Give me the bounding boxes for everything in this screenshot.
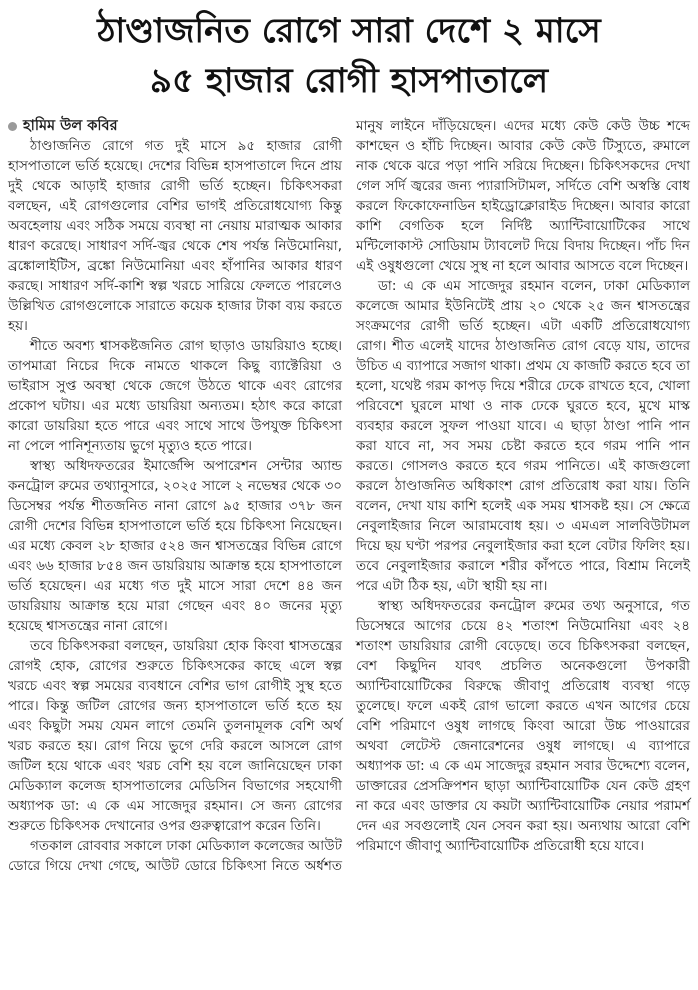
article-body: [0, 110, 698, 882]
headline-line-1: ঠাণ্ডাজনিত রোগে সারা দেশে ২ মাসে: [97, 11, 601, 51]
headline-line-2: ৯৫ হাজার রোগী হাসপাতালে: [149, 61, 549, 101]
paragraph: স্বাস্থ্য অধিদফতরের কনট্রোল রুমের তথ্য অনুসারে, গত ডিসেম্বরে আগের চেয়ে ৪২ শতাংশ নিউমোনিয়া এবং ২৪ শতাংশ ডায়রিয়ার রোগী বেড়েছে। তবে চিকিৎসকরা বলছেন, বেশ কিছুদিন যাবৎ প্রচলিত অনেকগুলো উপকারী অ্যান্টিবায়োটিকের বিরুদ্ধে জীবাণু প্রতিরোধ ব্যবস্থা গড়ে তুলেছে। ফলে একই রোগ ভালো করতে এখন আগের চেয়ে বেশি পরিমাণে ওষুধ লাগছে কিংবা আরো উচ্চ পাওয়ারের অথবা লেটেস্ট জেনারেশনের ওষুধ লাগছে। এ ব্যাপারে অধ্যাপক ডা: এ কে এম সাজেদুর রহমান সবার উদ্দেশ্যে বলেন, ডাক্তারের প্রেসক্রিপশন ছাড়া অ্যান্টিবায়োটিক যেন কেউ গ্রহণ না করে এবং ডাক্তার যে কয়টা অ্যান্টিবায়োটিক নেয়ার পরামর্শ দেন এর সবগুলোই যেন সেবন করা হয়। অন্যথায় আরো বেশি পরিমাণে জীবাণু অ্যান্টিবায়োটিক প্রতিরোধী হয়ে যাবে।: [356, 598, 690, 854]
headline: [0, 0, 698, 110]
byline: [8, 116, 342, 136]
paragraph: ঠাণ্ডাজনিত রোগে গত দুই মাসে ৯৫ হাজার রোগী হাসপাতালে ভর্তি হয়েছে। দেশের বিভিন্ন হাসপাতালে দিনে প্রায় দুই থেকে আড়াই হাজার রোগী ভর্তি হচ্ছেন। চিকিৎসকরা বলছেন, এই রোগগুলোর বেশির ভাগই প্রতিরোধযোগ্য কিন্তু অবহেলায় এবং সঠিক সময়ে ব্যবস্থা না নেয়ায় মারাত্মক আকার ধারণ করেছে। সাধারণ সর্দি-জ্বর থেকে শেষ পর্যন্ত নিউমোনিয়া, ব্রঙ্কোলাইটিস, ব্রঙ্কো নিউমোনিয়া এবং হাঁপানির আকার ধারণ করছে। সাধারণ সর্দি-কাশি স্বল্প খরচে সারিয়ে ফেলতে পারলেও উল্লিখিত রোগগুলোকে সারাতে কয়েক হাজার টাকা ব্যয় করতে হয়।: [8, 138, 342, 334]
paragraph: তবে চিকিৎসকরা বলছেন, ডায়রিয়া হোক কিংবা শ্বাসতন্ত্রের রোগই হোক, রোগের শুরুতে চিকিৎসকের কাছে এলে স্বল্প খরচে এবং স্বল্প সময়ের ব্যবধানে বেশির ভাগ রোগীই সুস্থ হতে পারে। কিন্তু জটিল রোগের জন্য হাসপাতালে ভর্তি হতে হয় এবং কিছুটা সময় যেমন লাগে তেমনি তুলনামূলক বেশি অর্থ খরচ করতে হয়। রোগ নিয়ে ভুগে দেরি করলে আসলে রোগ জটিল হয়ে থাকে এবং খরচ বেশি হয় বলে জানিয়েছেন ঢাকা মেডিক্যাল কলেজ হাসপাতালের মেডিসিন বিভাগের সহযোগী অধ্যাপক ডা: এ কে এম সাজেদুর রহমান। সে জন্য রোগের শুরুতে চিকিৎসক দেখানোর ওপর গুরুত্বারোপ করেন তিনি।: [8, 638, 342, 834]
bullet-icon: [8, 122, 17, 131]
author-name: হামিম উল কবির: [23, 118, 118, 134]
paragraph: শীতে অবশ্য শ্বাসকষ্টজনিত রোগ ছাড়াও ডায়রিয়াও হচ্ছে। তাপমাত্রা নিচের দিকে নামতে থাকলে কিছু ব্যাক্টেরিয়া ও ভাইরাস সুপ্ত অবস্থা থেকে জেগে উঠতে থাকে এবং রোগের প্রকোপ ঘটায়। এর মধ্যে ডায়রিয়া অন্যতম। হঠাৎ করে কারো কারো ডায়রিয়া হতে পারে এবং সাথে সাথে উপযুক্ত চিকিৎসা না পেলে পানিশূন্যতায় ভুগে মৃত্যুও হতে পারে।: [8, 338, 342, 454]
paragraph: স্বাস্থ্য অধিদফতরের ইমার্জেন্সি অপারেশন সেন্টার অ্যান্ড কনট্রোল রুমের তথ্যানুসারে, ২০২৫ সালে ২ নভেম্বর থেকে ৩০ ডিসেম্বর পর্যন্ত শীতজনিত নানা রোগে ৯৫ হাজার ৩৭৮ জন রোগী দেশের বিভিন্ন হাসপাতালে ভর্তি হয়ে চিকিৎসা নিয়েছেন। এর মধ্যে কেবল ২৮ হাজার ৫২৪ জন শ্বাসতন্ত্রের বিভিন্ন রোগে এবং ৬৬ হাজার ৮৫৪ জন ডায়রিয়ায় আক্রান্ত হয়ে হাসপাতালে ভর্তি হয়েছেন। এর মধ্যে গত দুই মাসে সারা দেশে ৪৪ জন ডায়রিয়ায় আক্রান্ত হয়ে মারা গেছেন এবং ৪০ জনের মৃত্যু হয়েছে শ্বাসতন্ত্রের নানা রোগে।: [8, 458, 343, 634]
paragraph: গতকাল রোববার সকালে ঢাকা মেডিক্যাল কলেজের আউট ডোরে গিয়ে দেখা গেছে, আউট ডোরে চিকিৎসা নিতে অর্ধশত মানুষ লাইনে দাঁড়িয়েছেন। এদের মধ্যে কেউ কেউ উচ্চ শব্দে কাশছেন ও হাঁচি দিচ্ছেন। আবার কেউ কেউ টিস্যুতে, রুমালে নাক থেকে ঝরে পড়া পানি সরিয়ে দিচ্ছেন। চিকিৎসকদের দেখা গেল সর্দি জ্বরের জন্য প্যারাসিটামল, সর্দিতে বেশি অস্বস্তি বোধ করলে ফিকোফেনাডিন হাইড্রোক্লোরাইড দিচ্ছেন। আবার কারো কাশি বেগতিক হলে নির্দিষ্ট অ্যান্টিবায়োটিকের সাথে মন্টিলোকাস্ট সোডিয়াম ট্যাবলেট দিয়ে বিদায় দিচ্ছেন। পাঁচ দিন এই ওষুধগুলো খেয়ে সুস্থ না হলে আবার আসতে বলে দিচ্ছেন।: [8, 118, 690, 874]
paragraph: ডা: এ কে এম সাজেদুর রহমান বলেন, ঢাকা মেডিক্যাল কলেজে আমার ইউনিটেই প্রায় ২০ থেকে ২৫ জন শ্বাসতন্ত্রের সংক্রমণের রোগী ভর্তি হচ্ছেন। এটা একটি প্রতিরোধযোগ্য রোগ। শীত এলেই যাদের ঠাণ্ডাজনিত রোগ বেড়ে যায়, তাদের উচিত এ ব্যাপারে সজাগ থাকা। প্রথম যে কাজটি করতে হবে তা হলো, যথেষ্ট গরম কাপড় দিয়ে শরীরে ঢেকে রাখতে হবে, খোলা পরিবেশে ঘুরলে মাথা ও নাক ঢেকে ঘুরতে হবে, মুখে মাস্ক ব্যবহার করলে সুফল পাওয়া যাবে। এ ছাড়া ঠাণ্ডা পানি পান করা যাবে না, সব সময় চেষ্টা করতে হবে গরম পানি পান করতে। গোসলও করতে হবে গরম পানিতে। এই কাজগুলো করলে ঠাণ্ডাজনিত অধিকাংশ রোগ প্রতিরোধ করা যায়। তিনি বলেন, দেখা যায় কাশি হলেই এক সময় শ্বাসকষ্ট হয়। সে ক্ষেত্রে নেবুলাইজার নিলে আরামবোধ হয়। ৩ এমএল সালবিউটামল দিয়ে ছয় ঘণ্টা পরপর নেবুলাইজার করা হলে বেটার ফিলিং হয়। তবে নেবুলাইজার করালে শরীর কাঁপতে পারে, বিশ্রাম নিলেই পরে এটা ঠিক হয়, এটা স্থায়ী হয় না।: [356, 278, 690, 594]
